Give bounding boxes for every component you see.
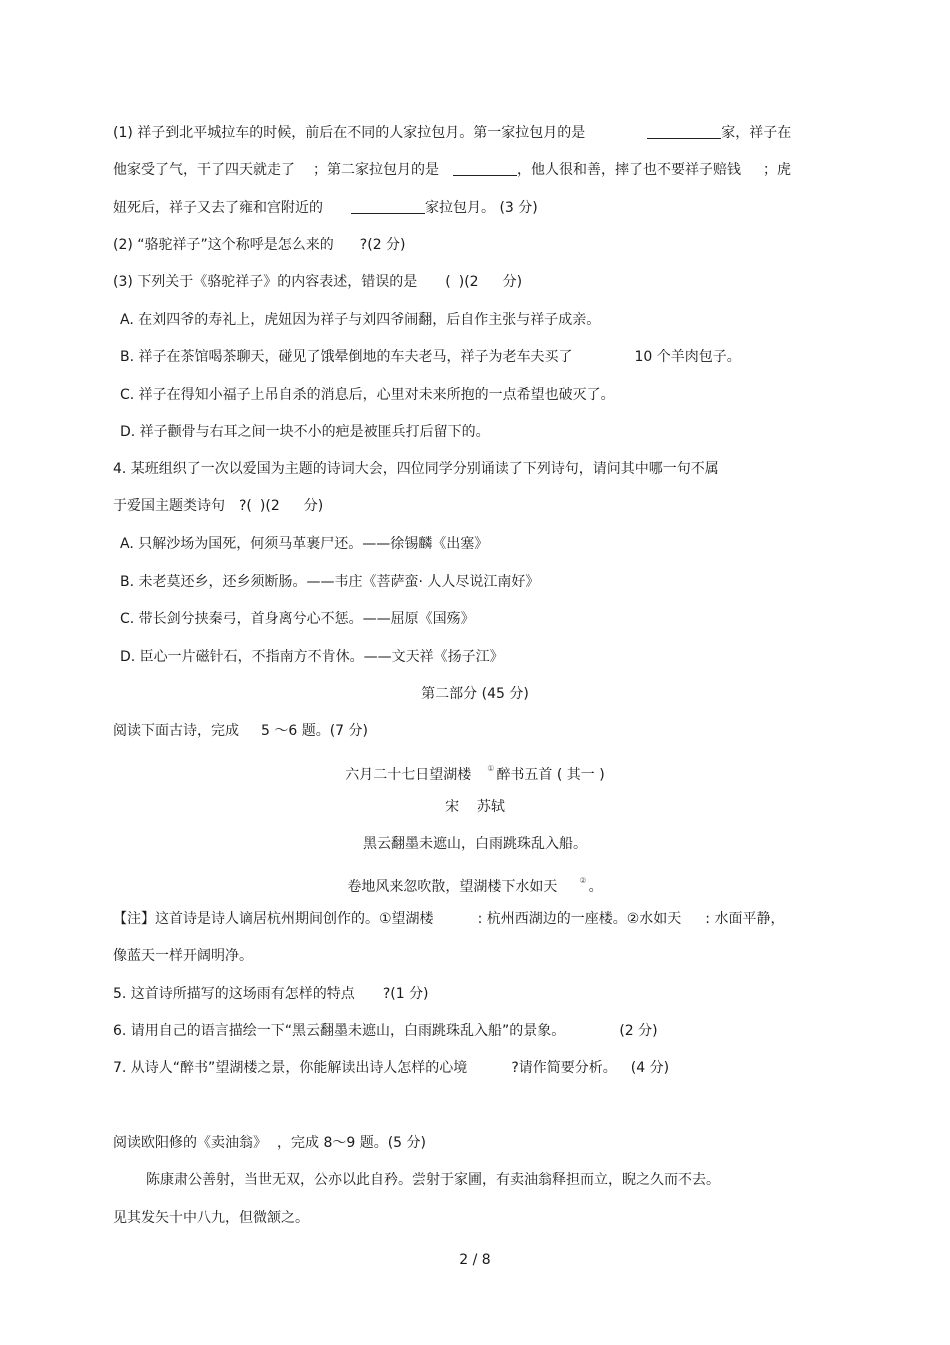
footnote-marker-1: ① xyxy=(487,764,495,773)
q3-2-line xyxy=(113,235,406,255)
q4-text: 于爱国主题类诗句 xyxy=(113,498,225,514)
q3-3-paren-open: ( xyxy=(445,274,451,290)
q3-3-line xyxy=(113,272,522,292)
answer-blank-1[interactable] xyxy=(647,124,721,139)
poem-title xyxy=(0,759,950,785)
poem-note-a: 【注】这首诗是诗人谪居杭州期间创作的。①望湖楼 xyxy=(113,911,434,927)
q4-option-c: C. 带长剑兮挟秦弓，首身离兮心不惩。——屈原《国殇》 xyxy=(120,611,475,627)
q4-score: 分) xyxy=(303,498,324,514)
q3-1-text-a: (1) 祥子到北平城拉车的时候，前后在不同的人家拉包月。第一家拉包月的是 xyxy=(113,125,586,141)
question-6-score: (2 分) xyxy=(619,1023,658,1039)
question-7 xyxy=(113,1058,669,1078)
q4-option-b: B. 未老莫还乡，还乡须断肠。——韦庄《菩萨蛮· 人人尽说江南好》 xyxy=(120,574,540,590)
passage-line-1: 陈康肃公善射，当世无双，公亦以此自矜。尝射于家圃，有卖油翁释担而立，睨之久而不去。 xyxy=(146,1172,720,1188)
q3-1-line-2 xyxy=(113,160,791,180)
question-5-score: ?(1 分) xyxy=(382,986,429,1002)
question-7-prompt: ?请作简要分析。 xyxy=(511,1060,617,1076)
poem-intro-text: 阅读下面古诗，完成 xyxy=(113,723,239,739)
q4-option-a: A. 只解沙场为国死，何须马革裹尸还。——徐锡麟《出塞》 xyxy=(120,536,489,552)
poem-line-1: 黑云翻墨未遮山，白雨跳珠乱入船。 xyxy=(363,836,587,852)
q3-1-text-d: ；第二家拉包月的是 xyxy=(313,162,439,178)
q3-3-text: (3) 下列关于《骆驼祥子》的内容表述，错误的是 xyxy=(113,274,418,290)
poem-author: 宋 苏轼 xyxy=(445,799,505,815)
q3-1-text-c: 他家受了气，干了四天就走了 xyxy=(113,162,295,178)
q4-paren-open: ?( xyxy=(239,498,252,514)
poem-intro-range: 5 ～6 题。(7 分) xyxy=(261,723,368,739)
question-5 xyxy=(113,984,429,1004)
reading-intro-text: 阅读欧阳修的《卖油翁》 xyxy=(113,1135,267,1151)
question-6 xyxy=(113,1021,658,1041)
poem-note-b: : 杭州西湖边的一座楼。②水如天 xyxy=(477,911,682,927)
q3-3-option-a: A. 在刘四爷的寿礼上，虎妞因为祥子与刘四爷闹翻，后自作主张与祥子成亲。 xyxy=(120,312,601,328)
reading-intro xyxy=(113,1133,426,1153)
q3-3-option-c: C. 祥子在得知小福子上吊自杀的消息后，心里对未来所抱的一点希望也破灭了。 xyxy=(120,387,615,403)
poem-title-text-b: 醉书五首 ( 其一 ) xyxy=(496,767,605,783)
passage-line-2: 见其发矢十中八九，但微颔之。 xyxy=(113,1210,309,1226)
poem-line-2 xyxy=(0,871,950,897)
q4-line-1: 4. 某班组织了一次以爱国为主题的诗词大会，四位同学分别诵读了下列诗句，请问其中哪一句不属 xyxy=(113,461,719,477)
q3-3-option-b xyxy=(120,347,741,367)
q3-3-option-b-text: B. 祥子在茶馆喝茶聊天，碰见了饿晕倒地的车夫老马，祥子为老车夫买了 xyxy=(120,349,573,365)
poem-intro xyxy=(113,721,368,741)
poem-note-line-2: 像蓝天一样开阔明净。 xyxy=(113,948,253,964)
q4-option-d: D. 臣心一片磁针石，不指南方不肯休。——文天祥《扬子江》 xyxy=(120,649,504,665)
answer-blank-3[interactable] xyxy=(351,199,425,214)
q3-2-score: ?(2 分) xyxy=(359,237,406,253)
question-7-text: 7. 从诗人“醉书”望湖楼之景，你能解读出诗人怎样的心境 xyxy=(113,1060,468,1076)
poem-title-text-a: 六月二十七日望湖楼 xyxy=(345,767,472,783)
q3-1-text-e: ，他人很和善，摔了也不要祥子赔钱 xyxy=(517,162,741,178)
q3-1-text-b: 家，祥子在 xyxy=(721,125,792,141)
q3-2-text: (2) “骆驼祥子”这个称呼是怎么来的 xyxy=(113,237,334,253)
poem-line-2-end: 。 xyxy=(588,879,603,895)
q4-paren-close: )(2 xyxy=(259,498,280,514)
reading-intro-range: ，完成 8～9 题。(5 分) xyxy=(277,1135,426,1151)
question-7-score: (4 分) xyxy=(630,1060,670,1076)
page-number: 2 / 8 xyxy=(459,1252,491,1268)
answer-blank-2[interactable] xyxy=(453,161,517,176)
q3-3-option-b-tail: 10 个羊肉包子。 xyxy=(634,349,741,365)
poem-line-2-text: 卷地风来忽吹散，望湖楼下水如天 xyxy=(347,879,558,895)
q3-3-score: 分) xyxy=(502,274,523,290)
q3-3-option-d: D. 祥子颧骨与右耳之间一块不小的疤是被匪兵打后留下的。 xyxy=(120,424,490,440)
q3-1-line-3 xyxy=(113,198,538,218)
question-6-text: 6. 请用自己的语言描绘一下“黑云翻墨未遮山，白雨跳珠乱入船”的景象。 xyxy=(113,1023,566,1039)
part-2-title: 第二部分 (45 分) xyxy=(421,686,529,702)
q3-1-text-f: ；虎 xyxy=(763,162,791,178)
question-5-text: 5. 这首诗所描写的这场雨有怎样的特点 xyxy=(113,986,355,1002)
q4-line-2 xyxy=(113,496,323,516)
q3-1-text-h: 家拉包月。 (3 分) xyxy=(425,200,538,216)
poem-note-line-1 xyxy=(113,909,784,929)
poem-note-c: : 水面平静， xyxy=(705,911,785,927)
q3-1-text-g: 妞死后，祥子又去了雍和宫附近的 xyxy=(113,200,323,216)
q3-3-paren-close: )(2 xyxy=(458,274,479,290)
q3-1-line-1 xyxy=(113,123,791,143)
footnote-marker-2: ② xyxy=(579,876,587,885)
